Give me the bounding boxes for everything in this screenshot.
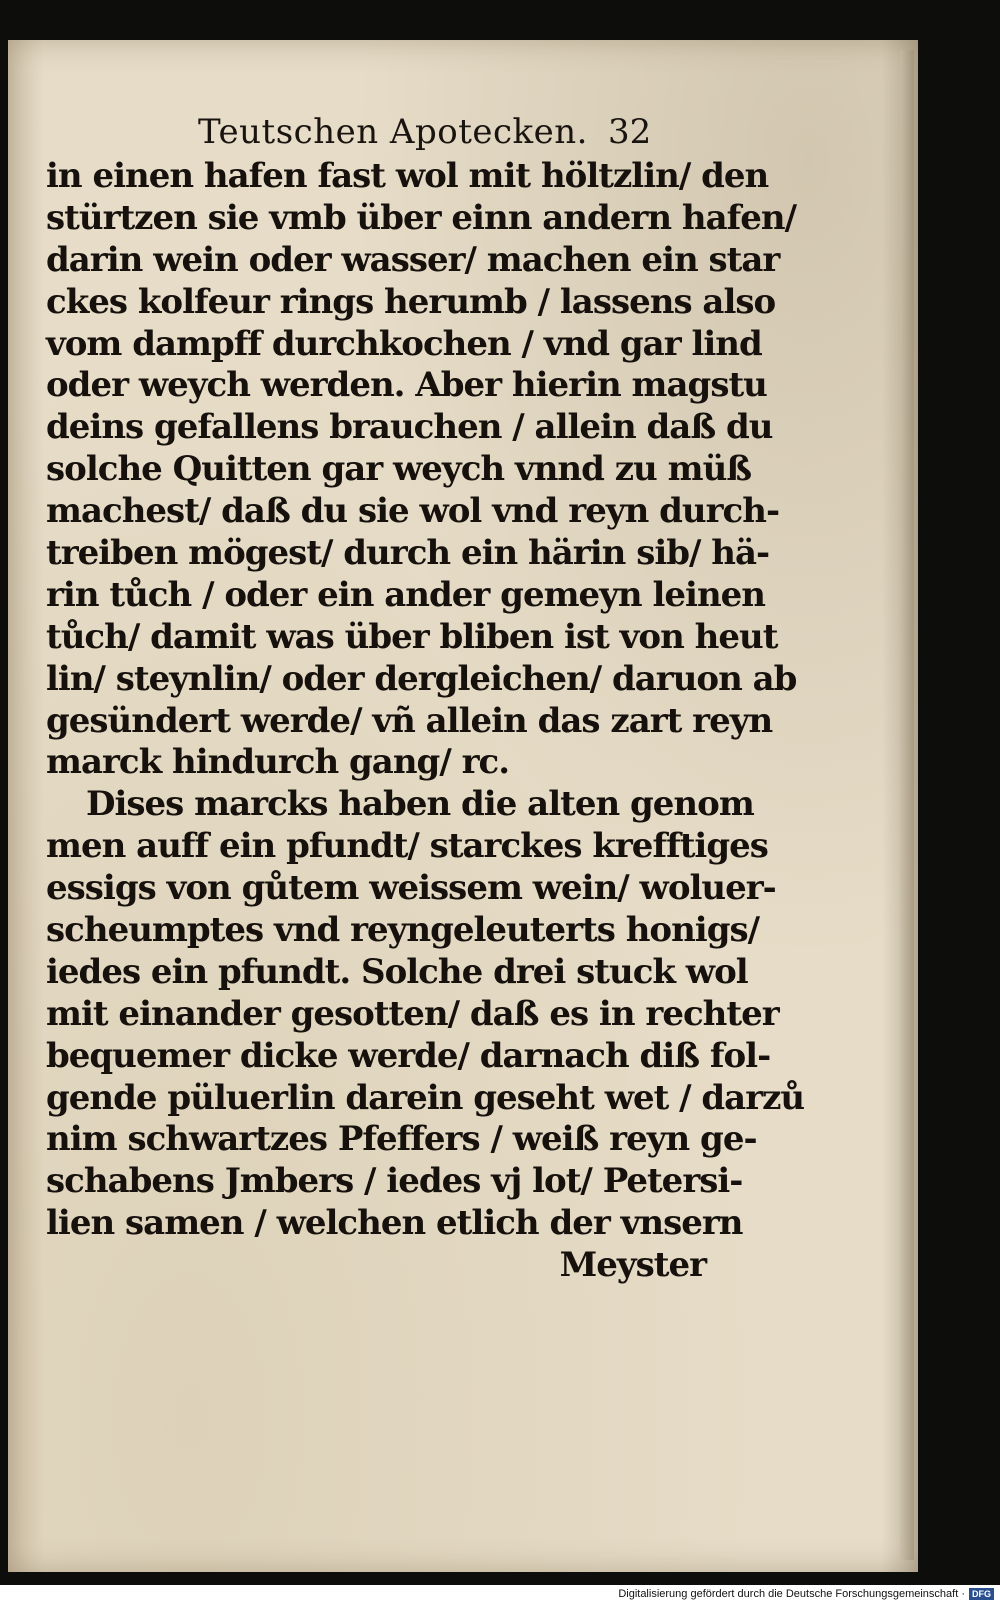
text-line: machest/ daß du sie wol vnd reyn durch- [46, 491, 780, 532]
body-text [46, 156, 805, 1287]
text-line: solche Quitten gar weych vnnd zu müß [46, 449, 752, 490]
text-line: vom dampff durchkochen / vnd gar lind [46, 323, 762, 364]
text-line: darin wein oder wasser/ machen ein star [46, 239, 780, 280]
text-line: gesündert werde/ vñ allein das zart reyn [46, 700, 773, 741]
text-line: lien samen / welchen etlich der vnsern [46, 1203, 743, 1244]
text-line: essigs von gůtem weissem wein/ woluer- [46, 868, 776, 909]
text-line: bequemer dicke werde/ darnach diß fol- [46, 1035, 771, 1076]
text-line: oder weych werden. Aber hierin magstu [46, 365, 767, 406]
text-line: scheumptes vnd reyngeleuterts honigs/ [46, 910, 760, 951]
page-number: 32 [608, 112, 652, 152]
text-line: men auff ein pfundt/ starckes krefftiges [46, 826, 768, 867]
paragraph-start-line: Dises marcks haben die alten genom [86, 784, 754, 825]
text-line: stürtzen sie vmb über einn andern hafen/ [46, 197, 797, 238]
text-line: treiben mögest/ durch ein härin sib/ hä- [46, 533, 770, 574]
running-head: Teutschen Apotecken. [198, 112, 588, 152]
funding-credit: Digitalisierung gefördert durch die Deutsche Forschungsgemeinschaft · [618, 1588, 965, 1600]
footer [0, 1585, 1000, 1603]
text-line: in einen hafen fast wol mit höltzlin/ den [46, 156, 769, 196]
text-line: ckes kolfeur rings herumb / lassens also [46, 281, 776, 322]
text-line: deins gefallens brauchen / allein daß du [46, 407, 773, 448]
text-line: iedes ein pfundt. Solche drei stuck wol [46, 951, 748, 992]
text-line: mit einander gesotten/ daß es in rechter [46, 993, 779, 1034]
catchword: Meyster [559, 1245, 706, 1286]
text-line: rin tůch / oder ein ander gemeyn leinen [46, 574, 766, 615]
text-line: gende püluerlin darein geseht wet / darzů [46, 1077, 805, 1118]
text-line: marck hindurch gang/ rc. [46, 742, 510, 783]
dfg-logo-icon: DFG [969, 1588, 994, 1600]
page-edge [900, 50, 914, 1560]
text-line: schabens Jmbers / iedes vj lot/ Petersi- [46, 1161, 743, 1202]
text-line: lin/ steynlin/ oder dergleichen/ daruon ab [46, 658, 797, 699]
text-line: tůch/ damit was über bliben ist von heut [46, 616, 778, 657]
text-line: nim schwartzes Pfeffers / weiß reyn ge- [46, 1119, 757, 1160]
